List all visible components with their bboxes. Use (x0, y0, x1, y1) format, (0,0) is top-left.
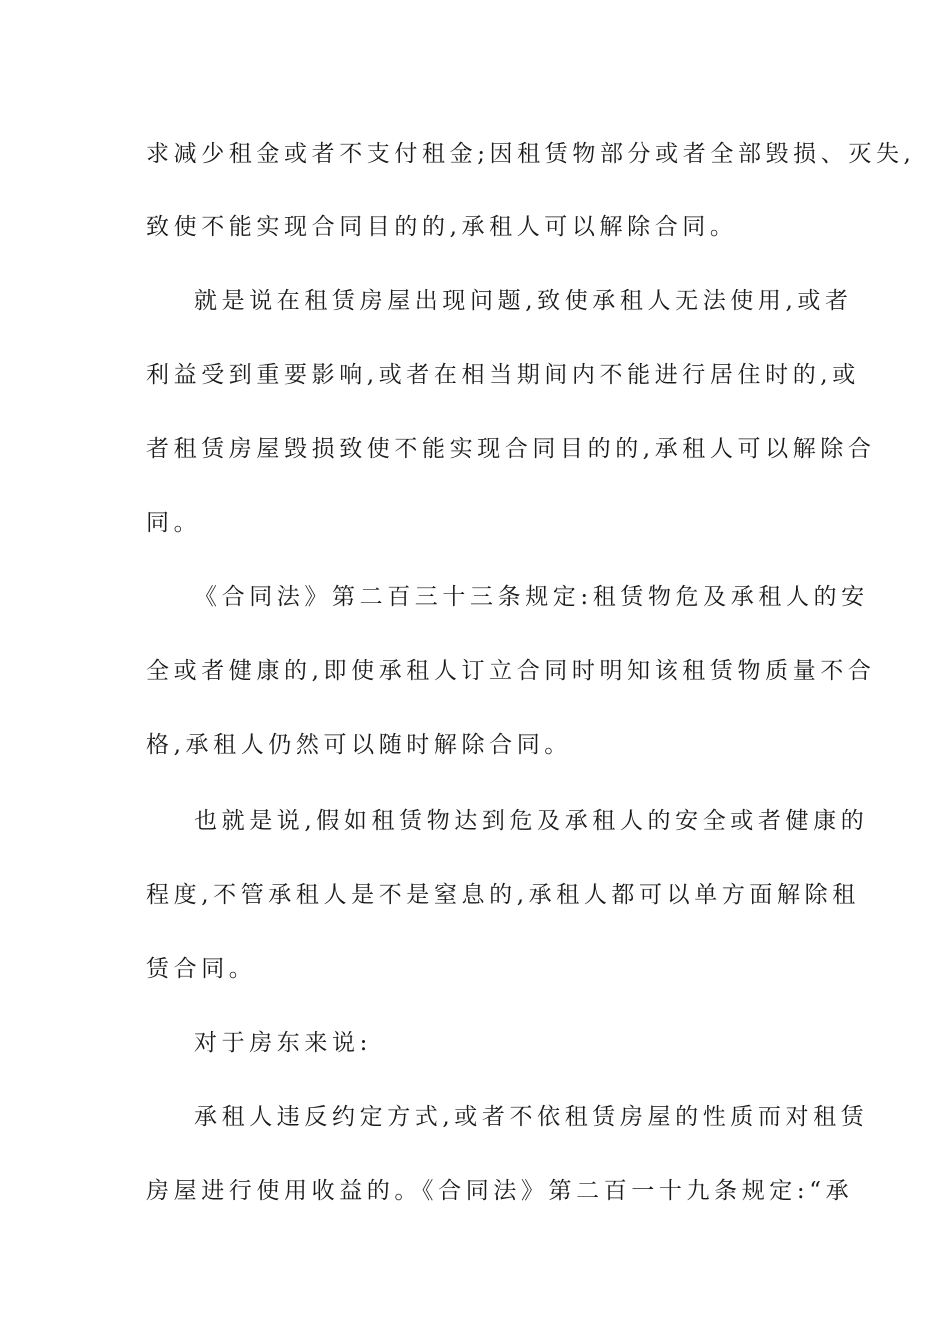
text-line: 利益受到重要影响,或者在相当期间内不能进行居住时的,或 (146, 362, 860, 388)
text-line: 者租赁房屋毁损致使不能实现合同目的的,承租人可以解除合 (146, 436, 876, 462)
text-line: 同。 (146, 510, 202, 536)
text-line: 赁合同。 (146, 956, 257, 982)
paragraph-start-line: 《合同法》第二百三十三条规定:租赁物危及承租人的安 (194, 584, 869, 610)
paragraph-start-line: 对于房东来说: (194, 1030, 372, 1056)
text-line: 求减少租金或者不支付租金;因租赁物部分或者全部毁损、灭失, (146, 141, 916, 167)
paragraph-start-line: 承租人违反约定方式,或者不依租赁房屋的性质而对租赁 (194, 1104, 869, 1130)
text-line: 全或者健康的,即使承租人订立合同时明知该租赁物质量不合 (146, 658, 876, 684)
paragraph-start-line: 就是说在租赁房屋出现问题,致使承租人无法使用,或者 (194, 288, 853, 314)
text-line: 房屋进行使用收益的。《合同法》第二百一十九条规定:“承 (146, 1178, 854, 1204)
text-line: 格,承租人仍然可以随时解除合同。 (146, 732, 572, 758)
paragraph-start-line: 也就是说,假如租赁物达到危及承租人的安全或者健康的 (194, 808, 869, 834)
text-line: 致使不能实现合同目的的,承租人可以解除合同。 (146, 214, 738, 240)
text-line: 程度,不管承租人是不是窒息的,承租人都可以单方面解除租 (146, 882, 860, 908)
